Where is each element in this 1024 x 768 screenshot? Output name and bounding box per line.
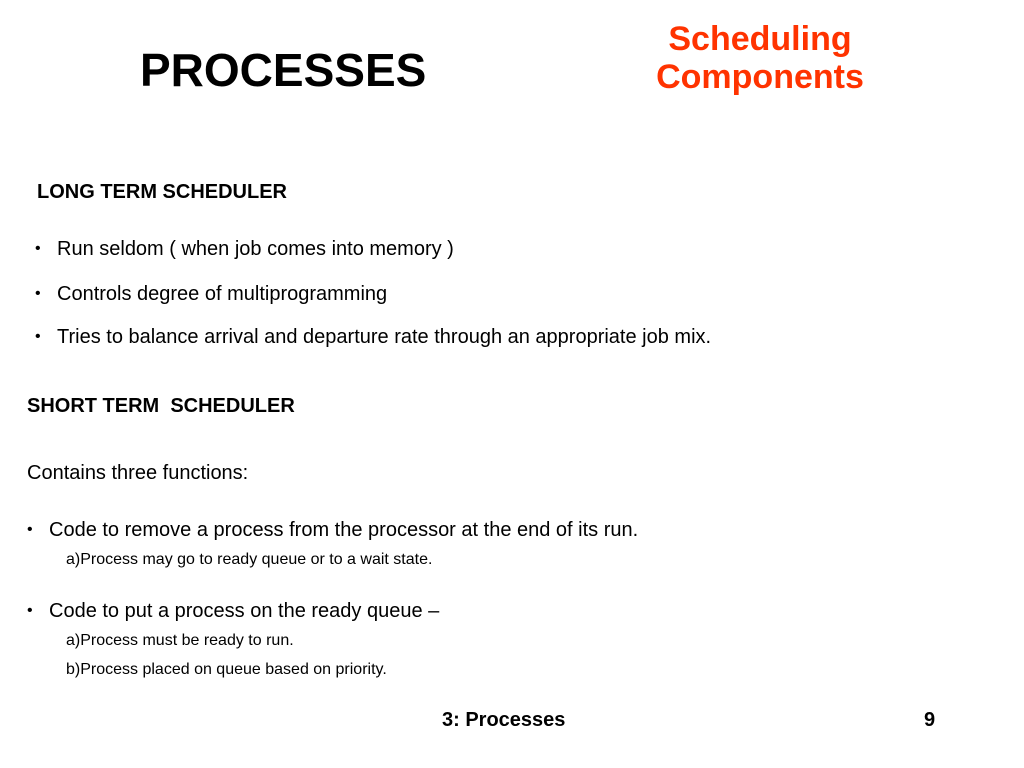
bullet-icon: •: [35, 328, 41, 345]
sub-item: a)Process may go to ready queue or to a wait state.: [66, 551, 433, 568]
bullet-text: Code to put a process on the ready queue –: [49, 600, 440, 622]
topic-title-line-2: Components: [656, 58, 864, 96]
bullet-icon: •: [35, 240, 41, 257]
bullet-icon: •: [27, 521, 33, 538]
bullet-text: Controls degree of multiprogramming: [57, 283, 388, 305]
bullet-text: Code to remove a process from the processor at the end of its run.: [49, 519, 639, 541]
footer-label: 3: Processes: [442, 709, 566, 731]
topic-title-line-1: Scheduling: [668, 20, 852, 58]
page-number: 9: [924, 709, 936, 731]
topic-title: [620, 20, 900, 96]
bullet-text: Run seldom ( when job comes into memory ): [57, 238, 454, 260]
bullet-icon: •: [35, 285, 41, 302]
short-term-bullet: [27, 599, 439, 623]
bullet-icon: •: [27, 602, 33, 619]
sub-item: b)Process placed on queue based on priority.: [66, 661, 387, 678]
short-term-intro: Contains three functions:: [27, 462, 249, 484]
short-term-heading: SHORT TERM SCHEDULER: [27, 395, 295, 417]
slide-title: PROCESSES: [140, 44, 427, 96]
long-term-bullet: [35, 282, 387, 306]
long-term-bullet: [35, 325, 711, 349]
short-term-bullet: [27, 518, 638, 542]
long-term-heading: LONG TERM SCHEDULER: [37, 181, 287, 203]
long-term-bullet: [35, 237, 454, 261]
bullet-text: Tries to balance arrival and departure rate through an appropriate job mix.: [57, 326, 712, 348]
sub-item: a)Process must be ready to run.: [66, 632, 294, 649]
